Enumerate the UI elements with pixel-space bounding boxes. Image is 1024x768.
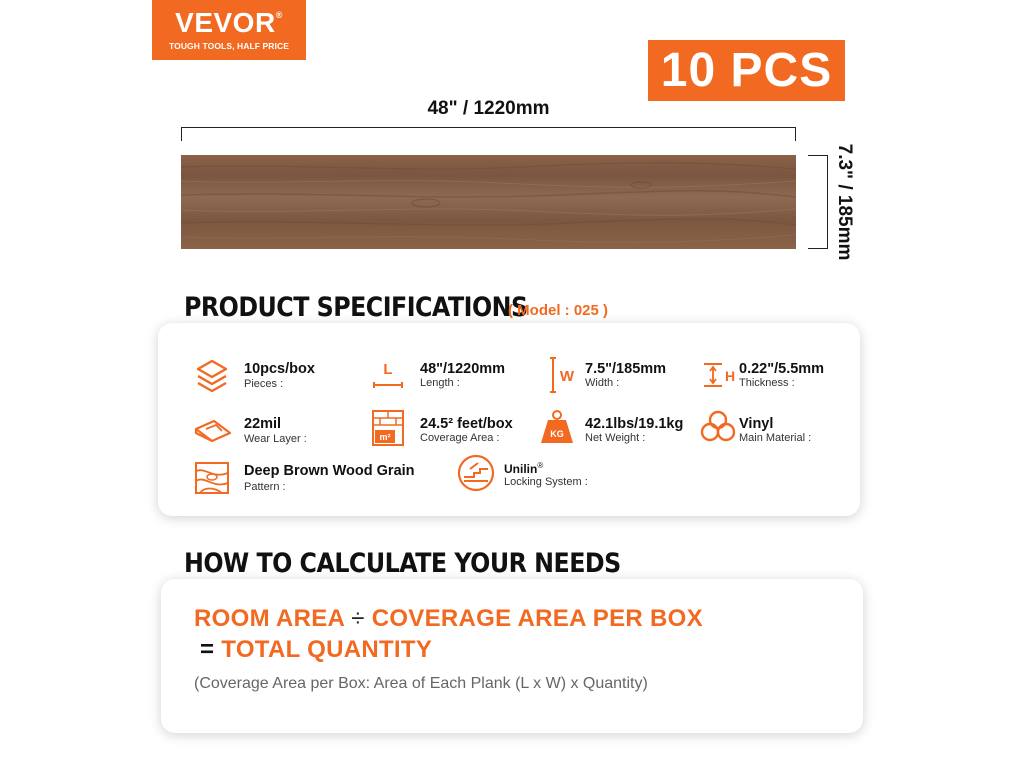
logo-registered-mark: ® [275, 10, 283, 20]
spec-label: Coverage Area : [420, 432, 500, 444]
spec-label: Thickness : [739, 377, 795, 389]
spec-value: Vinyl [739, 416, 774, 432]
model-label: ( Model : 025 ) [508, 302, 609, 319]
locking-system-icon [456, 453, 496, 493]
calc-title: HOW TO CALCULATE YOUR NEEDS [184, 548, 621, 579]
width-dimension-label: 7.3" / 185mm [834, 143, 855, 261]
thickness-icon-letter: H [724, 368, 736, 384]
spec-value: 10pcs/box [244, 361, 315, 377]
equals-sign: = [200, 636, 215, 663]
coverage-area-icon [368, 408, 408, 448]
plank-image [181, 155, 796, 249]
spec-value: 22mil [244, 416, 282, 432]
logo-wordmark: VEVOR [175, 7, 276, 38]
spec-label: Net Weight : [585, 432, 646, 444]
quantity-badge: 10 PCS [648, 40, 845, 101]
spec-value: 24.5² feet/box [420, 416, 513, 432]
length-dimension-label: 48" / 1220mm [427, 98, 550, 119]
length-icon-letter: L [383, 361, 393, 378]
length-icon [368, 356, 408, 396]
vevor-logo [152, 0, 306, 60]
spec-value [504, 461, 543, 476]
spec-label: Length : [420, 377, 460, 389]
calc-note: (Coverage Area per Box: Area of Each Plank (L x W) x Quantity) [194, 675, 648, 692]
spec-label: Wear Layer : [244, 433, 307, 445]
divide-sign: ÷ [351, 605, 365, 632]
spec-label: Width : [585, 377, 620, 389]
spec-label: Locking System : [504, 476, 588, 488]
spec-label: Pieces : [244, 378, 284, 390]
layers-icon [192, 356, 232, 396]
formula-line-2 [200, 636, 432, 664]
coverage-icon-letter: m² [379, 432, 391, 442]
coverage-per-box-text: COVERAGE AREA PER BOX [371, 605, 703, 632]
wood-grain-texture [181, 155, 796, 249]
registered-mark: ® [537, 461, 544, 470]
wear-layer-icon [192, 411, 232, 451]
locking-system-name: Unilin [504, 462, 538, 476]
length-dimension-line [181, 127, 796, 141]
spec-label: Main Material : [739, 432, 812, 444]
thickness-icon [700, 356, 740, 396]
logo-tagline: TOUGH TOOLS, HALF PRICE [168, 41, 290, 51]
weight-icon-letter: KG [550, 429, 564, 439]
spec-value: 48"/1220mm [420, 361, 506, 377]
spec-value: 42.1lbs/19.1kg [585, 416, 684, 432]
width-icon-letter: W [559, 368, 575, 385]
spec-value: 0.22"/5.5mm [739, 361, 825, 377]
specs-title: PRODUCT SPECIFICATIONS [184, 292, 528, 323]
wood-grain-icon [192, 459, 232, 499]
spec-value: Deep Brown Wood Grain [244, 463, 415, 479]
formula-line-1 [194, 605, 703, 633]
weight-icon [537, 407, 577, 447]
logo-name [152, 7, 306, 39]
spec-label: Pattern : [244, 481, 286, 493]
width-dimension-line [808, 155, 828, 249]
spec-value: 7.5"/185mm [585, 361, 667, 377]
width-icon [540, 356, 580, 396]
total-quantity-text: TOTAL QUANTITY [221, 636, 433, 663]
material-icon [698, 407, 738, 447]
room-area-text: ROOM AREA [194, 605, 345, 632]
